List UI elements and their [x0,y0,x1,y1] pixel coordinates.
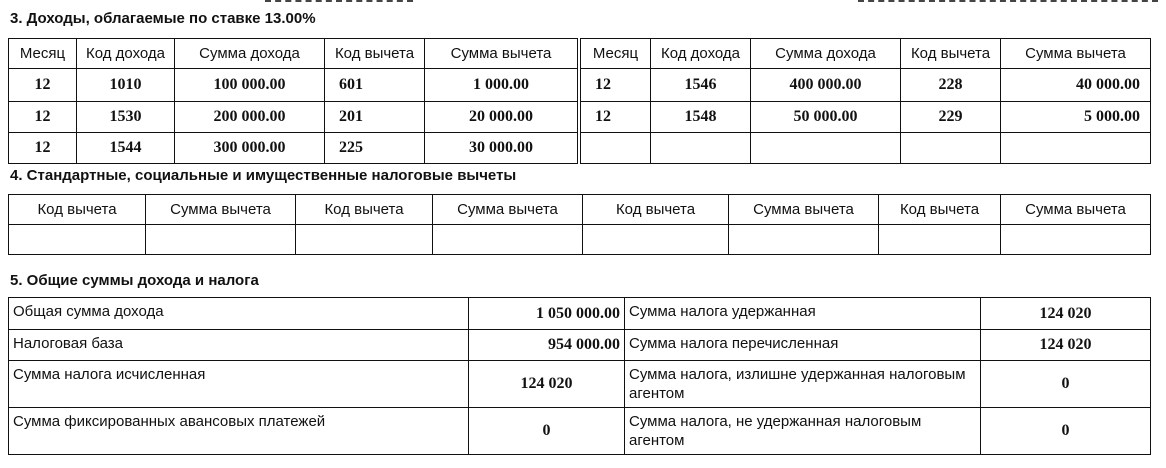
header-deduction-code: Код вычета [583,195,729,225]
fixed-advance-payments-value: 0 [469,408,625,455]
tax-calculated-value: 124 020 [469,361,625,408]
income-sum-cell: 100 000.00 [175,69,325,102]
empty-cell [581,133,651,164]
header-deduction-code: Код вычета [325,39,425,69]
deduction-sum-cell: 20 000.00 [425,102,578,133]
deduction-code-cell: 228 [901,69,1001,102]
tax-excess-withheld-label: Сумма налога, излишне удержанная налоговым агентом [625,361,981,408]
section3-title: 3. Доходы, облагаемые по ставке 13.00% [10,10,316,27]
empty-cell [1001,225,1151,255]
income-code-cell: 1010 [77,69,175,102]
table-row [9,69,578,102]
deduction-sum-cell: 1 000.00 [425,69,578,102]
table-row [9,330,1151,361]
table-row [581,102,1151,133]
header-deduction-sum: Сумма вычета [425,39,578,69]
tax-base-value: 954 000.00 [469,330,625,361]
section3-income-table-left [8,38,578,164]
total-income-value: 1 050 000.00 [469,298,625,330]
tax-not-withheld-label: Сумма налога, не удержанная налоговым агентом [625,408,981,455]
table-row [9,102,578,133]
header-deduction-sum: Сумма вычета [729,195,879,225]
header-deduction-code: Код вычета [879,195,1001,225]
tax-withheld-label: Сумма налога удержанная [625,298,981,330]
deduction-code-cell: 601 [325,69,425,102]
tax-transferred-value: 124 020 [981,330,1151,361]
deduction-code-cell: 201 [325,102,425,133]
tax-excess-withheld-value: 0 [981,361,1151,408]
income-sum-cell: 200 000.00 [175,102,325,133]
table-row-empty [9,225,1151,255]
table-row [9,408,1151,455]
section3-income-table-right [580,38,1151,164]
header-income-code: Код дохода [77,39,175,69]
income-code-cell: 1544 [77,133,175,164]
deduction-sum-cell: 5 000.00 [1001,102,1151,133]
tax-withheld-value: 124 020 [981,298,1151,330]
header-month: Месяц [581,39,651,69]
empty-cell [651,133,751,164]
section4-deductions-table [8,194,1151,255]
header-deduction-sum: Сумма вычета [1001,39,1151,69]
empty-cell [1001,133,1151,164]
empty-cell [583,225,729,255]
header-deduction-sum: Сумма вычета [1001,195,1151,225]
header-month: Месяц [9,39,77,69]
fixed-advance-payments-label: Сумма фиксированных авансовых платежей [9,408,469,455]
header-deduction-code: Код вычета [296,195,433,225]
income-sum-cell: 300 000.00 [175,133,325,164]
section5-title: 5. Общие суммы дохода и налога [10,272,259,289]
table-row [9,361,1151,408]
table-row [9,298,1151,330]
month-cell: 12 [9,133,77,164]
header-deduction-sum: Сумма вычета [433,195,583,225]
table-row [581,69,1151,102]
table-row [9,133,578,164]
header-deduction-code: Код вычета [9,195,146,225]
header-deduction-sum: Сумма вычета [146,195,296,225]
header-income-sum: Сумма дохода [751,39,901,69]
month-cell: 12 [581,69,651,102]
empty-cell [146,225,296,255]
deduction-sum-cell: 30 000.00 [425,133,578,164]
section4-title: 4. Стандартные, социальные и имущественные налоговые вычеты [10,167,517,184]
empty-cell [729,225,879,255]
header-deduction-code: Код вычета [901,39,1001,69]
total-income-label: Общая сумма дохода [9,298,469,330]
income-sum-cell: 400 000.00 [751,69,901,102]
header-income-sum: Сумма дохода [175,39,325,69]
income-sum-cell: 50 000.00 [751,102,901,133]
month-cell: 12 [9,102,77,133]
deduction-sum-cell: 40 000.00 [1001,69,1151,102]
income-code-cell: 1546 [651,69,751,102]
cut-line-left [265,0,413,2]
empty-cell [296,225,433,255]
tax-not-withheld-value: 0 [981,408,1151,455]
section5-totals-table [8,297,1151,455]
empty-cell [433,225,583,255]
tax-transferred-label: Сумма налога перечисленная [625,330,981,361]
month-cell: 12 [9,69,77,102]
income-code-cell: 1548 [651,102,751,133]
cut-line-right [858,0,1158,2]
table-row-empty [581,133,1151,164]
table-header-row [581,39,1151,69]
income-code-cell: 1530 [77,102,175,133]
tax-calculated-label: Сумма налога исчисленная [9,361,469,408]
table-header-row [9,39,578,69]
deduction-code-cell: 229 [901,102,1001,133]
tax-base-label: Налоговая база [9,330,469,361]
empty-cell [751,133,901,164]
month-cell: 12 [581,102,651,133]
empty-cell [9,225,146,255]
empty-cell [901,133,1001,164]
deduction-code-cell: 225 [325,133,425,164]
empty-cell [879,225,1001,255]
table-header-row [9,195,1151,225]
header-income-code: Код дохода [651,39,751,69]
